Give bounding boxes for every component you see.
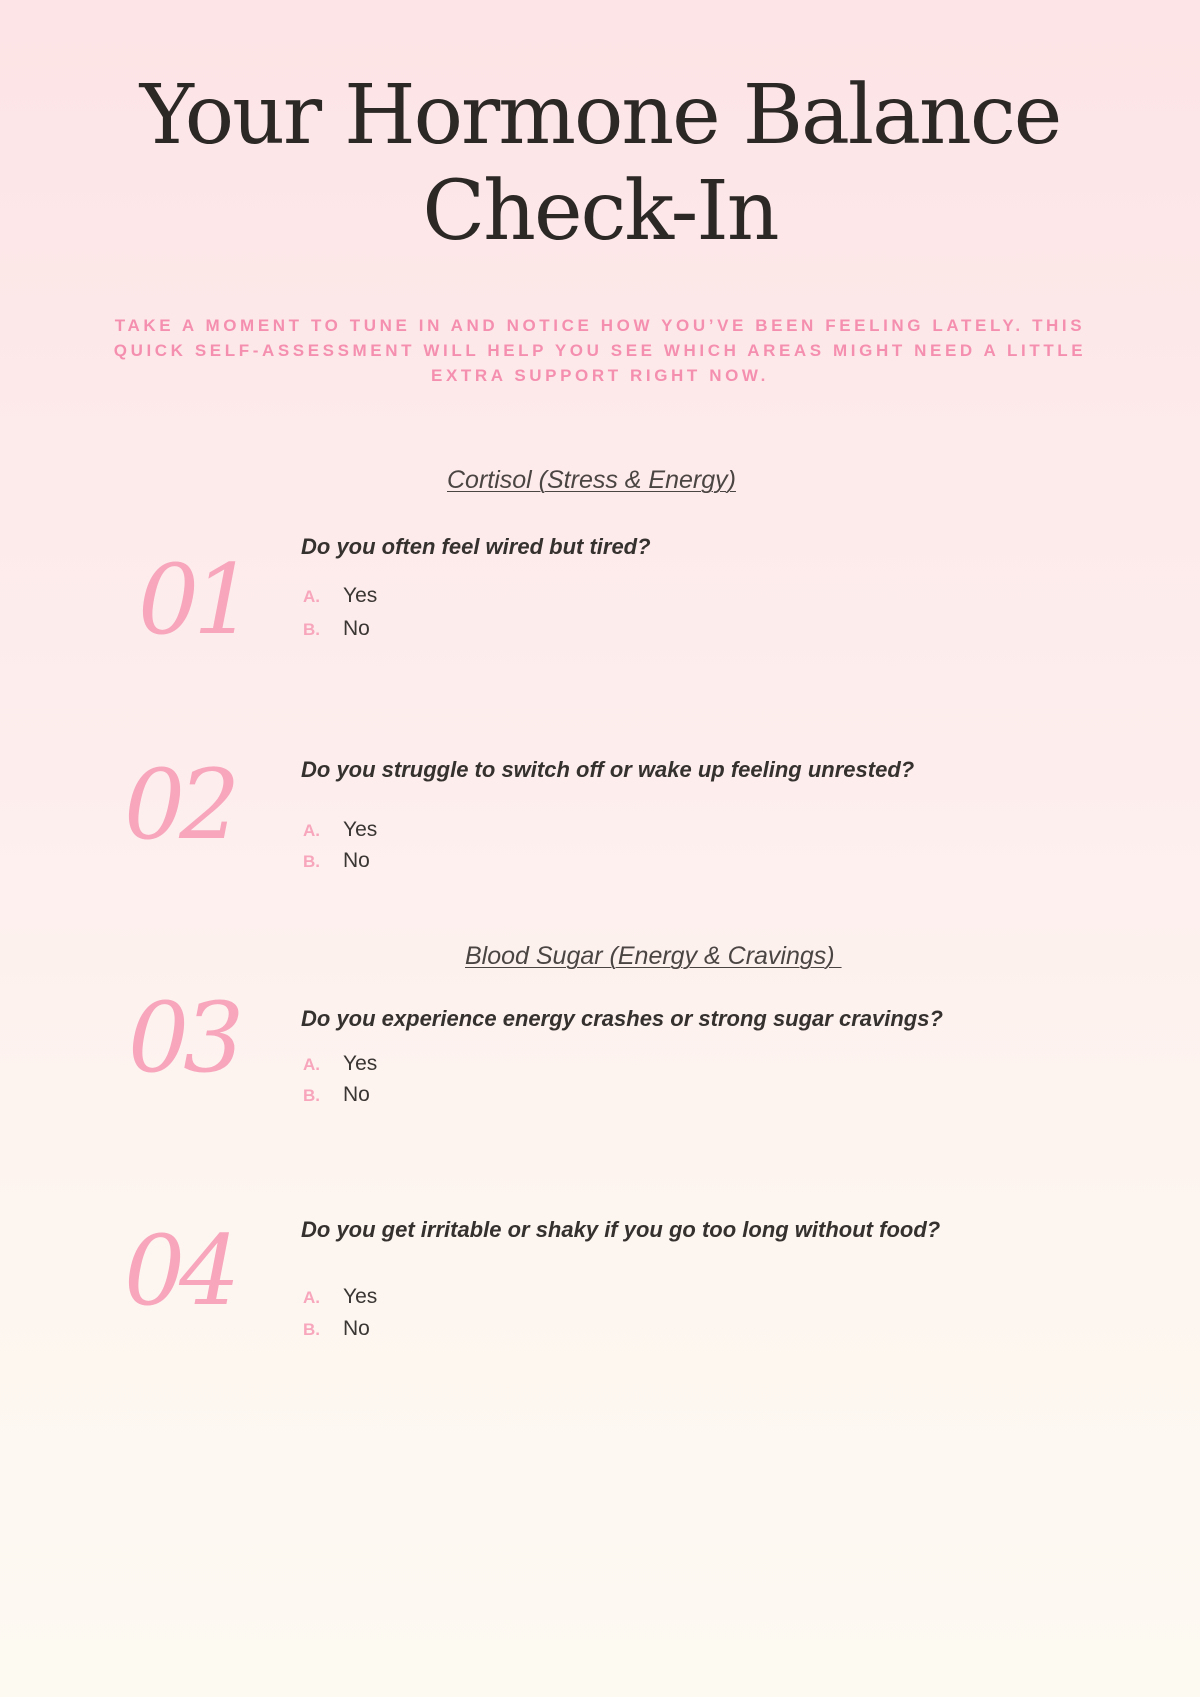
option-label: No xyxy=(343,1083,370,1106)
answer-option-a[interactable] xyxy=(303,1050,377,1078)
section-heading-blood-sugar: Blood Sugar (Energy & Cravings) xyxy=(465,942,842,970)
answer-option-a[interactable] xyxy=(303,582,377,610)
answer-option-a[interactable] xyxy=(303,1283,377,1311)
option-letter: B. xyxy=(303,620,320,639)
option-letter: B. xyxy=(303,1320,320,1339)
answer-option-b[interactable] xyxy=(303,847,370,875)
option-label: Yes xyxy=(343,818,378,841)
option-letter: A. xyxy=(303,821,320,840)
page-title xyxy=(0,68,1200,260)
option-label: No xyxy=(343,849,370,872)
option-letter: A. xyxy=(303,587,320,606)
question-number: 02 xyxy=(124,749,235,861)
answer-option-b[interactable] xyxy=(303,615,370,643)
option-label: Yes xyxy=(343,1052,378,1075)
question-number: 03 xyxy=(128,982,239,1094)
question-text: Do you often feel wired but tired? xyxy=(301,534,651,559)
option-letter: A. xyxy=(303,1288,320,1307)
title-line-2: Check-In xyxy=(422,164,778,259)
question-number: 01 xyxy=(138,544,249,656)
question-number: 04 xyxy=(124,1215,235,1327)
question-text: Do you struggle to switch off or wake up feeling unrested? xyxy=(301,757,915,782)
section-heading-cortisol: Cortisol (Stress & Energy) xyxy=(447,466,736,494)
question-text: Do you get irritable or shaky if you go too long without food? xyxy=(301,1217,941,1242)
option-label: Yes xyxy=(343,1285,378,1308)
answer-option-a[interactable] xyxy=(303,816,377,844)
option-letter: A. xyxy=(303,1055,320,1074)
option-label: No xyxy=(343,617,370,640)
option-label: No xyxy=(343,1317,370,1340)
option-letter: B. xyxy=(303,1086,320,1105)
question-text: Do you experience energy crashes or strong sugar cravings? xyxy=(301,1006,943,1031)
intro-text: TAKE A MOMENT TO TUNE IN AND NOTICE HOW YOU’VE BEEN FEELING LATELY. THIS QUICK SELF-ASSESSMENT WILL HELP YOU SEE WHICH AREAS MIGHT NEED A LITTLE EXTRA SUPPORT RIGHT NOW. xyxy=(113,316,1087,385)
option-label: Yes xyxy=(343,584,378,607)
option-letter: B. xyxy=(303,852,320,871)
title-line-1: Your Hormone Balance xyxy=(139,68,1061,163)
answer-option-b[interactable] xyxy=(303,1081,370,1109)
answer-option-b[interactable] xyxy=(303,1315,370,1343)
